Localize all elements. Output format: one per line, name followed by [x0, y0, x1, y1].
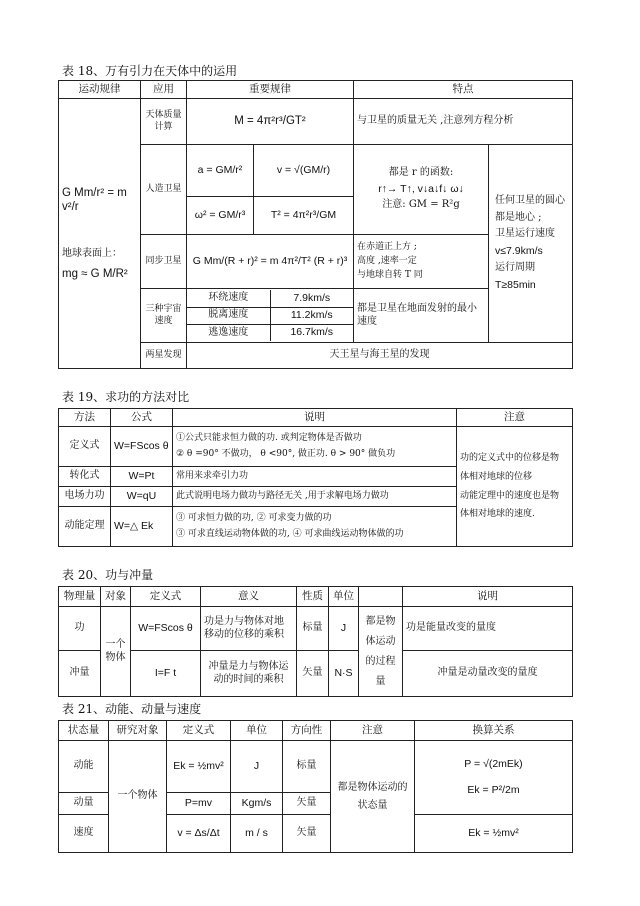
t21-header-object: 研究对象 — [109, 721, 167, 741]
t21-dir: 矢量 — [283, 815, 331, 853]
t19-formula: W=△ Ek — [111, 507, 173, 547]
t21-object: 一个物体 — [109, 741, 167, 853]
t21-conv-3: Ek = ½mv² — [415, 815, 573, 853]
t18-geo-feature — [354, 235, 489, 289]
t18-app-cosmic: 三种宇宙速度 — [141, 289, 187, 343]
t20-meaning: 功是力与物体对地移动的位移的乘积 — [201, 607, 297, 651]
table20 — [58, 586, 573, 697]
t21-header-note: 注意 — [331, 721, 415, 741]
t21-formula: Ek = ½mv² — [167, 741, 231, 793]
t19-method: 电场力功 — [59, 487, 111, 507]
t21-header-conv: 换算关系 — [415, 721, 573, 741]
t20-formula: I=F t — [131, 651, 201, 697]
t21-dir: 矢量 — [283, 793, 331, 815]
t21-dir: 标量 — [283, 741, 331, 793]
t18-app-satellite: 人造卫星 — [141, 145, 187, 235]
t18-right-3: 卫星运行速度 — [495, 228, 555, 240]
t20-note: 功是能量改变的量度 — [403, 607, 573, 651]
speed-name: 逃逸速度 — [187, 324, 270, 341]
t21-header-dir: 方向性 — [283, 721, 331, 741]
table19-caption: 表 19、求功的方法对比 — [62, 390, 190, 404]
t20-header-note: 说明 — [403, 587, 573, 607]
t19-header-desc: 说明 — [173, 409, 457, 427]
t20-header-nature: 性质 — [297, 587, 329, 607]
t21-formula: P=mv — [167, 793, 231, 815]
t19-desc — [173, 507, 457, 547]
t20-header-meaning: 意义 — [201, 587, 297, 607]
t19-desc-line: ③ 可求恒力做的功, ② 可求变力做的功 — [176, 512, 332, 523]
table18 — [58, 80, 573, 369]
t21-unit: J — [231, 741, 283, 793]
t18-geo-formula: G Mm/(R + r)² = m 4π²/T² (R + r)³ — [187, 235, 354, 289]
t20-meaning: 冲量是力与物体运动的时间的乘积 — [201, 651, 297, 697]
t19-desc: 此式说明电场力做功与路径无关 ,用于求解电场力做功 — [173, 487, 457, 507]
surface-gravity-formula: mg ≈ G M/R² — [62, 267, 128, 280]
t18-planets-text: 天王星与海王星的发现 — [187, 343, 573, 369]
t19-note-1: 功的定义式中的位移是物 — [460, 452, 560, 463]
t21-formula: v = Δs/Δt — [167, 815, 231, 853]
table18-caption: 表 18、万有引力在天体中的运用 — [62, 64, 238, 78]
t18-header-rule: 重要规律 — [187, 81, 354, 99]
t19-desc-line: ② θ =90° 不做功， θ <90°, 做正功. θ > 90° 做负功 — [176, 449, 396, 459]
t19-note — [457, 427, 573, 547]
t18-right-2: 都是地心 ; — [495, 211, 542, 223]
t18-mass-formula: M = 4π²r³/GT² — [187, 99, 354, 145]
t21-conv-top — [415, 741, 573, 815]
gravity-centripetal-formula: G Mm/r² = m v²/r — [62, 186, 127, 214]
speed-value: 11.2km/s — [270, 307, 353, 324]
cosmic-speed-subtable — [187, 290, 353, 341]
speed-value: 16.7km/s — [290, 326, 334, 339]
t18-geo-feature-2: 高度 ,速率一定 — [357, 255, 417, 266]
t20-common: 都是物体运动的过程量 — [359, 607, 403, 697]
t19-note-4: 体相对地球的速度. — [460, 509, 535, 520]
t20-object: 一个物体 — [101, 607, 131, 697]
t20-name: 冲量 — [59, 651, 101, 697]
t20-name: 功 — [59, 607, 101, 651]
t19-formula: W=Pt — [111, 467, 173, 487]
t18-accel-formula: a = GM/r² — [187, 145, 254, 197]
t19-method: 定义式 — [59, 427, 111, 467]
t18-app-geo: 同步卫星 — [141, 235, 187, 289]
t18-header-law: 运动规律 — [59, 81, 141, 99]
t18-satellite-feature — [354, 145, 489, 235]
t19-header-note: 注意 — [457, 409, 573, 427]
t18-mass-feature: 与卫星的质量无关 ,注意列方程分析 — [354, 99, 573, 145]
t19-note-3: 动能定理中的速度也是物 — [460, 490, 560, 501]
t18-right-5: 运行周期 — [495, 262, 535, 273]
table21-caption: 表 21、动能、动量与速度 — [62, 702, 202, 716]
t18-right-6: T≥85min — [495, 278, 536, 291]
t18-geo-feature-1: 在赤道正上方 ; — [357, 241, 417, 252]
t18-right-4: v≤7.9km/s — [495, 244, 543, 257]
t19-desc-line: ①公式只能求恒力做的功. 或判定物体是否做功 — [176, 432, 362, 443]
t18-omega-formula: ω² = GM/r³ — [187, 197, 254, 235]
t19-method: 转化式 — [59, 467, 111, 487]
speed-name: 环绕速度 — [187, 290, 270, 307]
t21-name: 动能 — [59, 741, 109, 793]
t21-conv-2: Ek = P²/2m — [467, 783, 520, 796]
t18-header-feature: 特点 — [354, 81, 573, 99]
t19-note-2: 体相对地球的位移 — [460, 471, 533, 482]
t18-period-formula: T² = 4π²r³/GM — [254, 197, 354, 235]
t19-method: 动能定理 — [59, 507, 111, 547]
t18-geo-feature-3: 与地球自转 T 同 — [357, 270, 423, 281]
t21-header-state: 状态量 — [59, 721, 109, 741]
t20-header-blank — [359, 587, 403, 607]
t21-name: 动量 — [59, 793, 109, 815]
t18-sat-feature-1: 都是 r 的函数: — [388, 167, 454, 179]
t20-header-unit: 单位 — [329, 587, 359, 607]
t21-header-def: 定义式 — [167, 721, 231, 741]
t20-unit: N·S — [329, 651, 359, 697]
t20-nature: 矢量 — [297, 651, 329, 697]
t18-cosmic-feature: 都是卫星在地面发射的最小速度 — [354, 289, 489, 343]
t20-nature: 标量 — [297, 607, 329, 651]
t18-sat-feature-3: 注意: GM = R²g — [382, 199, 460, 211]
t19-desc-line: ③ 可求直线运动物体做的功, ④ 可求曲线运动物体做的功 — [176, 529, 404, 539]
t19-header-formula: 公式 — [111, 409, 173, 427]
surface-label: 地球表面上： — [62, 248, 122, 260]
t21-unit: m / s — [231, 815, 283, 853]
table21 — [58, 720, 573, 853]
t18-right-notes — [489, 145, 573, 343]
t18-app-mass: 天体质量计算 — [141, 99, 187, 145]
t19-formula: W=qU — [111, 487, 173, 507]
t19-formula: W=FScos θ — [111, 427, 173, 467]
t18-app-planets: 两星发现 — [141, 343, 187, 369]
t18-right-1: 任何卫星的圆心 — [495, 195, 565, 207]
t20-formula: W=FScos θ — [131, 607, 201, 651]
t21-common: 都是物体运动的状态量 — [331, 741, 415, 853]
t20-header-quantity: 物理量 — [59, 587, 101, 607]
t19-desc: 常用来求牵引力功 — [173, 467, 457, 487]
t21-conv-1: P = √(2mEk) — [464, 758, 523, 771]
speed-name: 脱离速度 — [187, 307, 270, 324]
t21-unit: Kgm/s — [231, 793, 283, 815]
t19-header-method: 方法 — [59, 409, 111, 427]
t18-velocity-formula: v = √(GM/r) — [254, 145, 354, 197]
t20-header-object: 对象 — [101, 587, 131, 607]
table20-caption: 表 20、功与冲量 — [62, 568, 154, 582]
t21-name: 速度 — [59, 815, 109, 853]
t18-header-app: 应用 — [141, 81, 187, 99]
t20-note: 冲量是动量改变的量度 — [403, 651, 573, 697]
t20-header-def: 定义式 — [131, 587, 201, 607]
t21-header-unit: 单位 — [231, 721, 283, 741]
table19 — [58, 408, 573, 547]
speed-value: 7.9km/s — [270, 290, 353, 307]
t19-desc — [173, 427, 457, 467]
t18-sat-feature-2: r↑→ T↑, v↓a↓f↓ ω↓ — [378, 182, 464, 195]
t18-law-cell — [59, 99, 141, 369]
t18-cosmic-speeds — [187, 289, 354, 343]
t20-unit: J — [329, 607, 359, 651]
